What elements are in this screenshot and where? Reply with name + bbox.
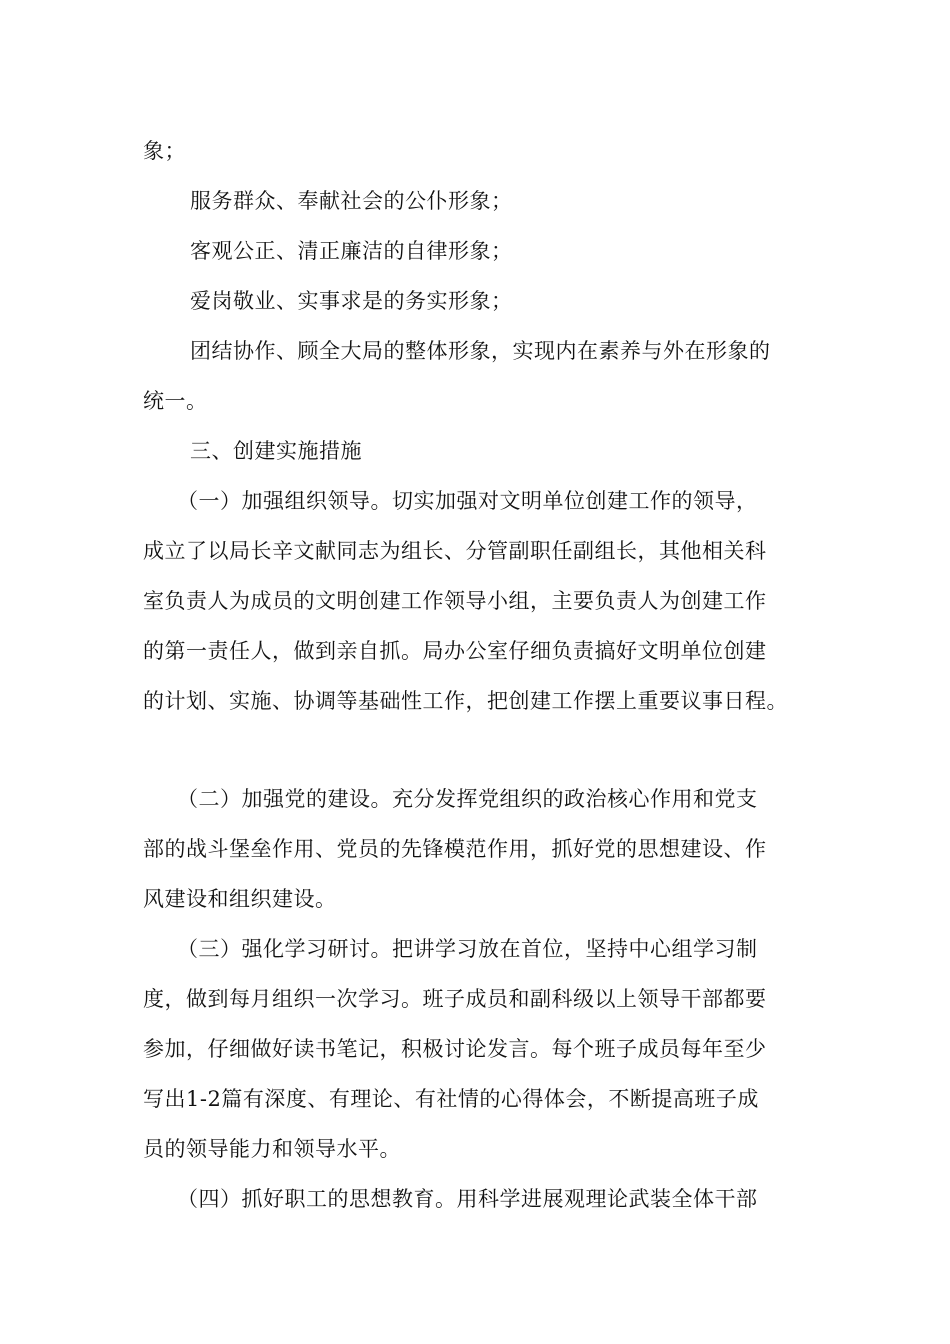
text-line: 爱岗敬业、实事求是的务实形象； bbox=[190, 289, 513, 313]
section-heading: 三、创建实施措施 bbox=[190, 439, 362, 463]
text-line: 员的领导能力和领导水平。 bbox=[143, 1137, 401, 1161]
text-line: （二）加强党的建设。充分发挥党组织的政治核心作用和党支 bbox=[177, 787, 758, 811]
text-line: 统一。 bbox=[143, 389, 208, 413]
text-line: 团结协作、顾全大局的整体形象，实现内在素养与外在形象的 bbox=[190, 339, 771, 363]
text-line: 写出1-2篇有深度、有理论、有社情的心得体会，不断提高班子成 bbox=[143, 1087, 759, 1111]
text-line: 服务群众、奉献社会的公仆形象； bbox=[190, 189, 513, 213]
text-line: 室负责人为成员的文明创建工作领导小组，主要负责人为创建工作 bbox=[143, 589, 767, 613]
text-line: （一）加强组织领导。切实加强对文明单位创建工作的领导， bbox=[177, 489, 758, 513]
text-line: 部的战斗堡垒作用、党员的先锋模范作用，抓好党的思想建设、作 bbox=[143, 837, 767, 861]
text-line: 客观公正、清正廉洁的自律形象； bbox=[190, 239, 513, 263]
text-line: 的第一责任人，做到亲自抓。局办公室仔细负责搞好文明单位创建 bbox=[143, 639, 767, 663]
text-line: 象； bbox=[143, 139, 186, 163]
text-line: 参加，仔细做好读书笔记，积极讨论发言。每个班子成员每年至少 bbox=[143, 1037, 767, 1061]
text-line: 的计划、实施、协调等基础性工作，把创建工作摆上重要议事日程。 bbox=[143, 689, 788, 713]
text-line: （三）强化学习研讨。把讲学习放在首位，坚持中心组学习制 bbox=[177, 937, 758, 961]
text-line: 风建设和组织建设。 bbox=[143, 887, 337, 911]
text-line: 度，做到每月组织一次学习。班子成员和副科级以上领导干部都要 bbox=[143, 987, 767, 1011]
text-line: （四）抓好职工的思想教育。用科学进展观理论武装全体干部 bbox=[177, 1187, 758, 1211]
text-line: 成立了以局长辛文献同志为组长、分管副职任副组长，其他相关科 bbox=[143, 539, 767, 563]
